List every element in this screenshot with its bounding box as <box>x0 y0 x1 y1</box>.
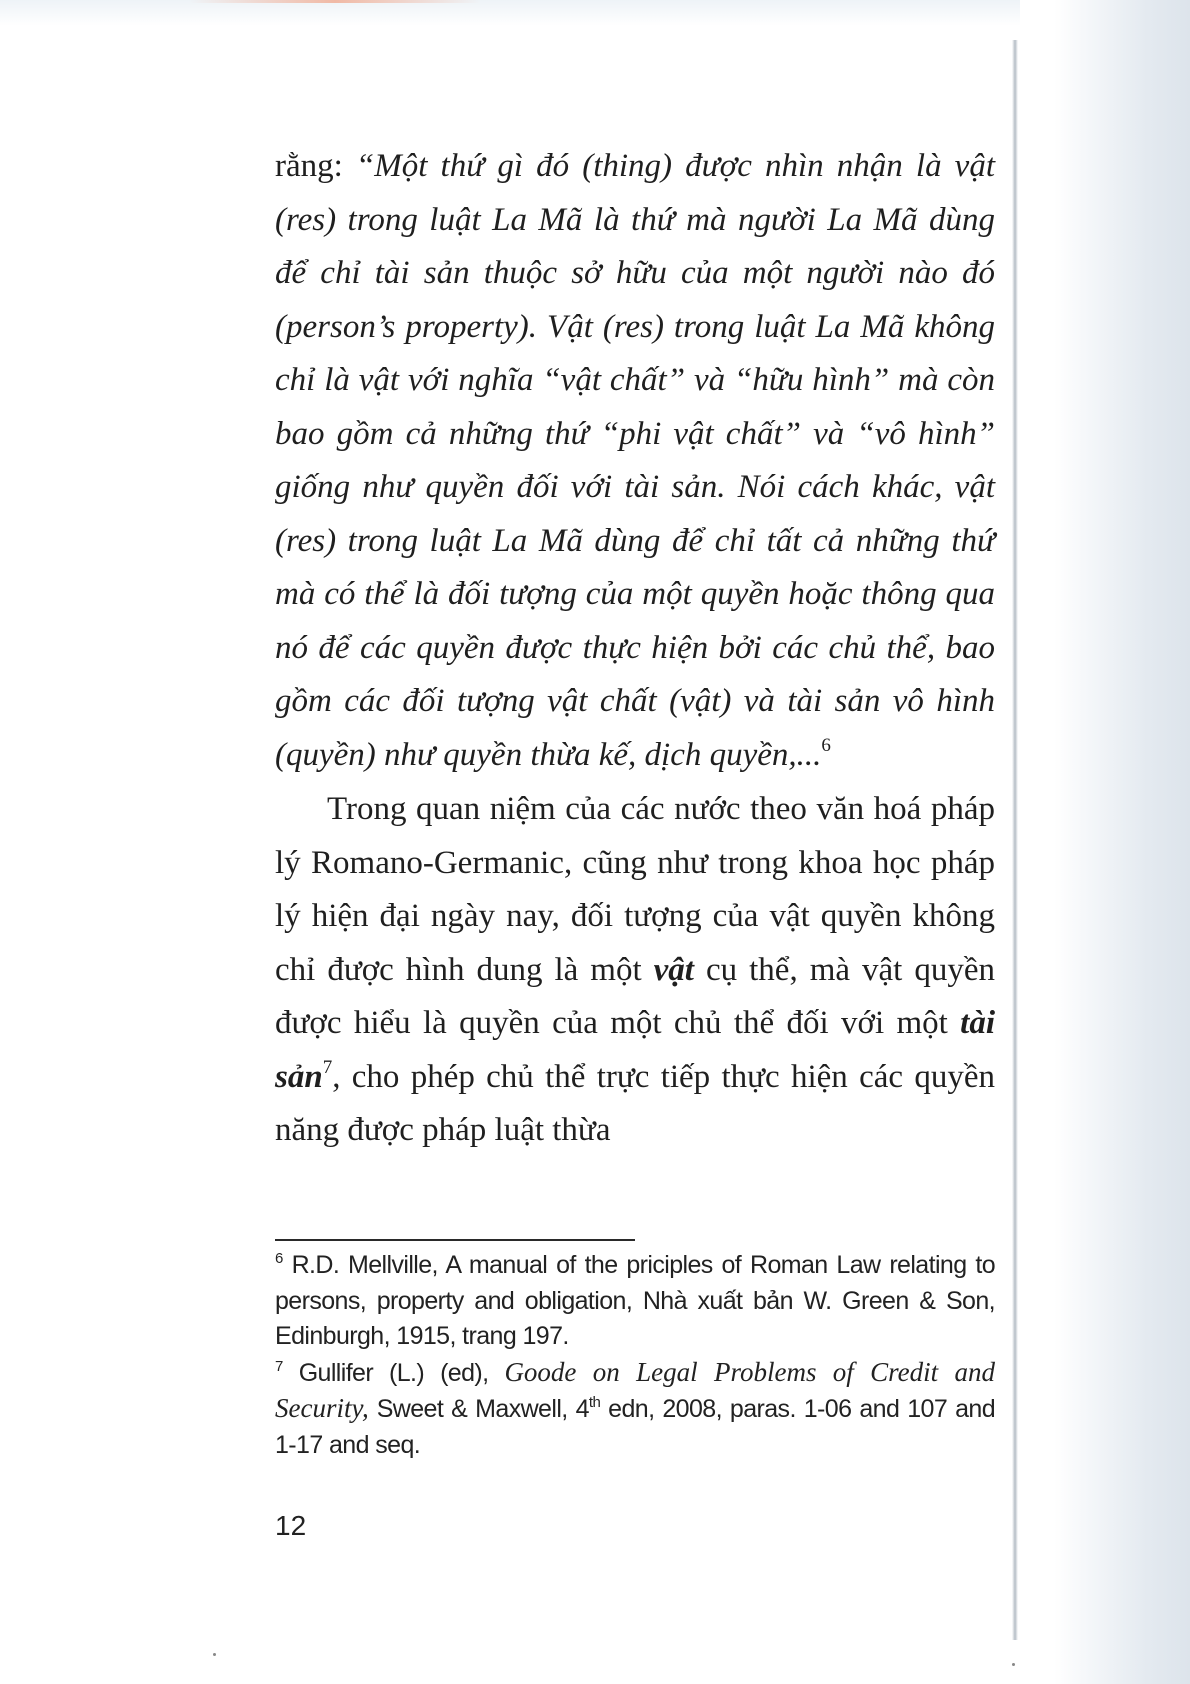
page-fold-shadow <box>1012 40 1018 1640</box>
paragraph-2-text-3: , cho phép chủ thể trực tiếp thực hiện các quyền năng được pháp luật thừa <box>275 1058 995 1148</box>
footnote-7-title: Goode on Legal Problems of Credit and Security, <box>275 1356 995 1423</box>
footnote-6-text: R.D. Mellville, A manual of the priciples of Roman Law relating to persons, property and obligation, Nhà xuất bản W. Green & Son, Edinburgh, 1915, trang 197. <box>275 1251 995 1350</box>
page-number: 12 <box>275 1510 307 1541</box>
emphasis-tai-san: tài sản <box>275 1005 995 1095</box>
emphasis-vat: vật <box>653 951 694 988</box>
paragraph-2 <box>275 783 995 1158</box>
paragraph-2-text-2: cụ thể, mà vật quyền được hiểu là quyền của một chủ thể đối với một <box>275 951 995 1041</box>
footnotes <box>275 1248 995 1463</box>
scan-top-shade <box>0 0 1190 26</box>
scan-speck <box>1012 1663 1015 1666</box>
footnote-ref-6: 6 <box>821 734 831 756</box>
footnote-6-number: 6 <box>275 1250 283 1267</box>
paragraph-1-lead: rằng: <box>275 148 356 184</box>
footnote-ref-7: 7 <box>322 1056 333 1078</box>
scan-right-edge <box>1020 0 1190 1684</box>
footnote-6 <box>275 1248 995 1355</box>
footnote-7-number: 7 <box>275 1357 283 1375</box>
scan-top-mark <box>190 0 480 3</box>
paragraph-1 <box>275 140 995 782</box>
footnote-7-text-before: Gullifer (L.) (ed), <box>298 1358 505 1387</box>
scan-speck <box>213 1653 216 1656</box>
page-body <box>275 140 995 1158</box>
footnote-separator <box>275 1239 635 1241</box>
footnote-7-text-after-2: edn, 2008, paras. 1-06 and 107 and 1-17 and seq. <box>275 1395 996 1459</box>
footnote-7-ordinal: th <box>588 1394 601 1411</box>
footnote-7 <box>275 1355 995 1464</box>
footnote-7-text-after-1: Sweet & Maxwell, 4 <box>368 1395 589 1423</box>
paragraph-2-text-1: Trong quan niệm của các nước theo văn hoá pháp lý Romano-Germanic, cũng như trong khoa học pháp lý hiện đại ngày nay, đối tượng của vật quyền không chỉ được hình dung là một <box>275 791 995 988</box>
paragraph-1-quote: “Một thứ gì đó (thing) được nhìn nhận là vật (res) trong luật La Mã là thứ mà người La Mã dùng để chỉ tài sản thuộc sở hữu của một người nào đó (person’s property). Vật (res) trong luật La Mã không chỉ là vật với nghĩa “vật chất” và “hữu hình” mà còn bao gồm cả những thứ “phi vật chất” và “vô hình” giống như quyền đối với tài sản. Nói cách khác, vật (res) trong luật La Mã dùng để chỉ tất cả những thứ mà có thể là đối tượng của một quyền hoặc thông qua nó để các quyền được thực hiện bởi các chủ thể, bao gồm các đối tượng vật chất (vật) và tài sản vô hình (quyền) như quyền thừa kế, dịch quyền,... <box>275 148 995 773</box>
